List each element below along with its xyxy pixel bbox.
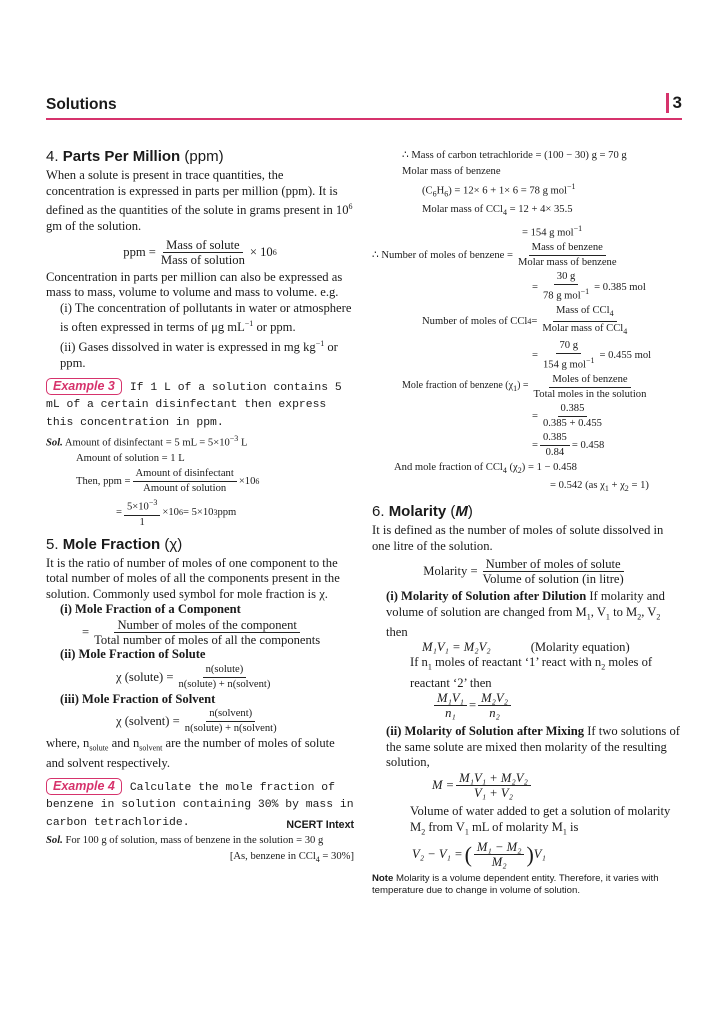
section-6-heading: 6. Molarity (M) <box>372 502 473 520</box>
example-3: Example 3 If 1 L of a solution contains 5 mL of a certain disinfectant then express this concentration in ppm. <box>46 378 342 429</box>
r-line-4: Molar mass of CCl$_4$ = 12 + 4× 35.5 <box>422 204 573 218</box>
s4-list-1: (i) The concentration of pollutants in water or atmosphere is often expressed in terms of μg $mL^{-1}$ or ppm. <box>60 300 352 335</box>
s5-item-1: (i) Mole Fraction of a Component <box>60 602 241 617</box>
molarity-equation: M₁V₁ = M₂V₂ (Molarity equation) <box>422 640 630 655</box>
ex3-sol-1: Sol. Amount of disinfectant = 5 mL = $5\times 10^{-3}$ L <box>46 434 248 449</box>
r-mf-ccl4-value: = 0.542 (as $\chi_1 + \chi_2 = 1$) <box>550 480 649 494</box>
s5-intro: It is the ratio of number of moles of one component to the total number of moles of all the components present in the solution. Commonly used symbol for mole fraction is χ. <box>46 555 340 601</box>
r-mf-step-2: = $\frac{0.385}{0.84}$ = 0.458 <box>532 431 605 458</box>
r-moles-benzene-value: = 30 g 78 g mol$^{-1}$ = 0.385 mol <box>532 271 646 302</box>
r-line-3: $(C_6H_6) = 12\times 6 + 1\times 6 = 78$ g mol$^{-1}$ <box>422 182 576 199</box>
example-4: Example 4 Calculate the mole fraction of benzene in solution containing 30% by mass in carbon tetrachloride. <box>46 778 354 829</box>
s6-dilution: (i) Molarity of Solution after Dilution If molarity and volume of solution are changed from $M_1$, $V_1$ to $M_2$, $V_2$ then <box>386 589 665 639</box>
s4-intro: When a solute is present in trace quantities, the concentration is expressed in parts per million (ppm). It is defined as the quantities of the solute in grams present in $10^6$ gm of the solution. <box>46 168 353 233</box>
s6-reactants: If $n_1$ moles of reactant ‘1’ react with $n_2$ moles of reactant ‘2’ then <box>410 655 653 690</box>
mole-fraction-formula: = Number of moles of the component Total number of moles of all the components <box>82 617 321 647</box>
example-4-tag: Example 4 <box>46 778 122 796</box>
water-equation: V₂ − V₁ = ( M₁ − M₂ M₂ ) V₁ <box>412 839 546 869</box>
s4-text2: Concentration in parts per million can also be expressed as mass to mass, volume to volume and mass to volume. e.g. <box>46 269 343 300</box>
example-3-tag: Example 3 <box>46 378 122 396</box>
r-mf-ccl4: And mole fraction of CCl$_4$ $(\chi_2) = 1 - 0.458$ <box>394 461 577 475</box>
solute-formula: χ (solute) = n(solute) n(solute) + n(solvent) <box>116 663 271 690</box>
mixing-equation: M = $\frac{\text{M₁V₁ + M₂V₂}}{\text{V₁ + V₂}}$ <box>372 771 680 800</box>
solvent-formula: χ (solvent) = n(solvent) n(solute) + n(solvent) <box>116 708 277 735</box>
page-header <box>46 93 682 120</box>
ex3-sol-4: = $\frac{5\times 10^{-3}}{1}$ ×10 6 = 5×10 3 ppm <box>116 498 237 528</box>
s4-list-2: (ii) Gases dissolved in water is expressed in mg $kg^{-1}$ or ppm. <box>60 339 338 370</box>
molarity-formula: Molarity = Number of moles of solute Volume of solution (in litre) <box>423 557 624 587</box>
r-line-2: Molar mass of benzene <box>402 165 501 177</box>
ex3-sol-2: Amount of solution = 1 L <box>76 453 185 465</box>
ppm-formula: ppm = Mass of solute Mass of solution × 10 6 <box>123 237 277 267</box>
ex4-sol-1: Sol. For 100 g of solution, mass of benzene in the solution = 30 g <box>46 835 324 847</box>
molarity-note: Note Molarity is a volume dependent entity. Therefore, it varies with temperature due to change in volume of solution. <box>372 872 659 896</box>
r-mf-step-1: = $\frac{0.385}{0.385 + 0.455}$ <box>532 402 602 429</box>
r-line-1: ∴ Mass of carbon tetrachloride = (100 − 30) g = 70 g <box>402 150 627 161</box>
section-4-heading: 4. Parts Per Million (ppm) <box>46 148 224 165</box>
ex3-sol-3: Then, ppm = Amount of disinfectant Amount of solution ×10 6 <box>76 468 260 494</box>
chapter-title: Solutions <box>46 96 117 113</box>
s5-where: where, $n_{solute}$ and $n_{solvent}$ are the number of moles of solute and solvent respectively. <box>46 736 335 771</box>
page-number: 3 <box>666 93 682 113</box>
ncert-tag: NCERT Intext <box>286 818 354 831</box>
r-moles-ccl4: Number of moles of CCl 4 = Mass of CCl$_4$ Molar mass of CCl$_4$ <box>422 304 628 336</box>
right-column <box>372 148 680 897</box>
r-moles-ccl4-value: = 70 g 154 g mol$^{-1}$ = 0.455 mol <box>532 340 652 371</box>
reactant-equation: $\frac{\text{M₁V₁}}{\text{n₁}}$ = $\frac{\text{M₂V₂}}{\text{n₂}}$ <box>372 691 680 720</box>
section-5-heading: 5. Mole Fraction (χ) <box>46 535 183 553</box>
s5-item-3: (iii) Mole Fraction of Solvent <box>60 691 216 706</box>
s6-intro: It is defined as the number of moles of solute dissolved in one litre of the solution. <box>372 522 664 553</box>
ex4-sol-2: [As, benzene in CCl$_4$ = 30%] <box>229 850 354 864</box>
r-line-5: = 154 g mol$^{-1}$ <box>522 224 583 239</box>
s6-water-volume: Volume of water added to get a solution of molarity $M_2$ from $V_1$ mL of molarity $M_1$ is <box>410 803 671 837</box>
s5-item-2: (ii) Mole Fraction of Solute <box>60 646 206 661</box>
r-moles-benzene: ∴ Number of moles of benzene = Mass of benzene Molar mass of benzene <box>372 242 617 269</box>
r-mole-fraction-benzene: Mole fraction of benzene $(\chi_1)$ = Moles of benzene Total moles in the solution <box>402 373 647 400</box>
left-column <box>46 148 354 867</box>
s6-mixing: (ii) Molarity of Solution after Mixing If two solutions of the same solute are mixed then molarity of the resulting solution, <box>386 724 680 770</box>
